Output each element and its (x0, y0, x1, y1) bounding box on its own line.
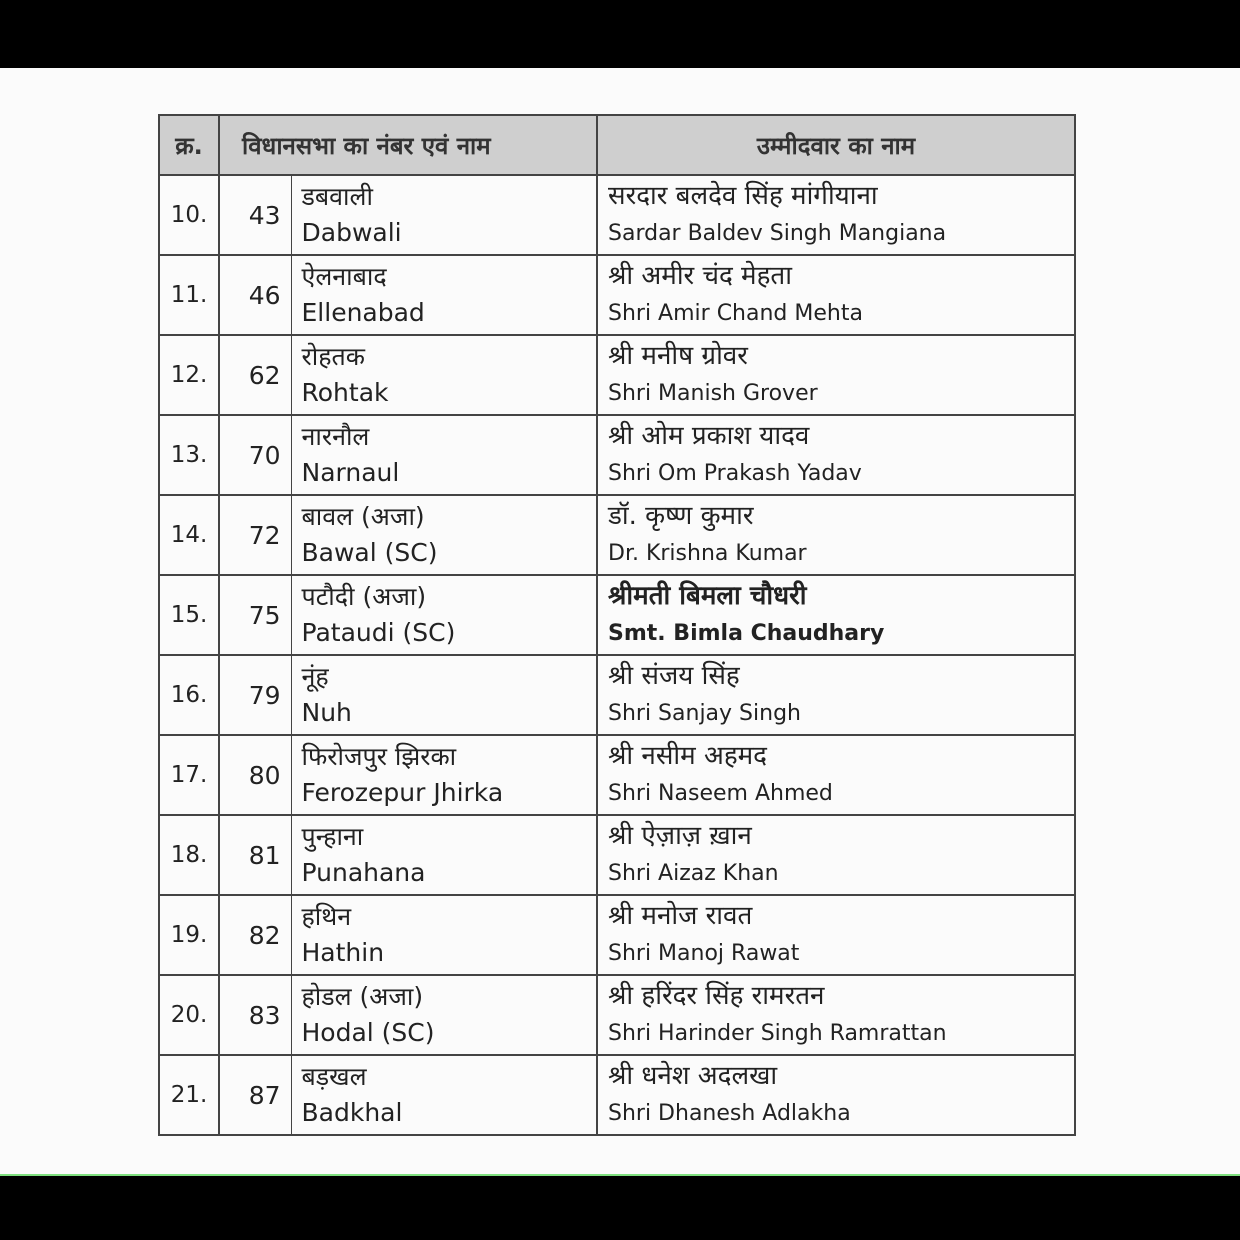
table-row (159, 655, 1075, 735)
candidate-name-hindi: डॉ. कृष्ण कुमार (608, 501, 754, 531)
candidate-name-hindi: श्री संजय सिंह (608, 661, 740, 691)
constituency-number: 87 (219, 1055, 291, 1135)
serial-number: 20. (159, 975, 219, 1055)
constituency-number: 70 (219, 415, 291, 495)
table-row (159, 815, 1075, 895)
candidate-name (597, 815, 1075, 895)
constituency-number: 83 (219, 975, 291, 1055)
constituency-name-english: Badkhal (301, 1098, 403, 1127)
constituency-number: 46 (219, 255, 291, 335)
constituency-name-hindi: डबवाली (301, 182, 373, 211)
constituency-name-hindi: नारनौल (301, 422, 370, 451)
constituency-number: 62 (219, 335, 291, 415)
constituency-number: 82 (219, 895, 291, 975)
serial-number: 18. (159, 815, 219, 895)
constituency-name (291, 335, 597, 415)
constituency-name-english: Punahana (301, 858, 426, 887)
candidate-name (597, 735, 1075, 815)
constituency-name-hindi: नूंह (301, 662, 329, 691)
constituency-name (291, 895, 597, 975)
constituency-name-english: Nuh (301, 698, 352, 727)
constituency-name-english: Ferozepur Jhirka (301, 778, 504, 807)
serial-number: 17. (159, 735, 219, 815)
candidate-name-hindi: श्री अमीर चंद मेहता (608, 261, 792, 291)
constituency-name (291, 255, 597, 335)
table-row (159, 1055, 1075, 1135)
constituency-name (291, 655, 597, 735)
constituency-name-english: Narnaul (301, 458, 400, 487)
constituency-name (291, 575, 597, 655)
constituency-name-hindi: बड़खल (301, 1062, 367, 1091)
table-row (159, 895, 1075, 975)
candidate-name-english: Shri Om Prakash Yadav (608, 461, 862, 486)
constituency-name-english: Hodal (SC) (301, 1018, 435, 1047)
constituency-name-hindi: पुन्हाना (301, 822, 364, 851)
candidate-name-hindi: श्री ऐज़ाज़ ख़ान (608, 821, 752, 851)
candidate-name (597, 335, 1075, 415)
constituency-number: 75 (219, 575, 291, 655)
constituency-name-english: Rohtak (301, 378, 389, 407)
candidate-name (597, 1055, 1075, 1135)
table-row (159, 415, 1075, 495)
constituency-name (291, 1055, 597, 1135)
constituency-name (291, 495, 597, 575)
candidate-name-english: Sardar Baldev Singh Mangiana (608, 221, 947, 246)
constituency-name-hindi: बावल (अजा) (301, 502, 425, 531)
constituency-number: 72 (219, 495, 291, 575)
serial-number: 10. (159, 175, 219, 255)
constituency-name (291, 175, 597, 255)
serial-number: 11. (159, 255, 219, 335)
candidate-name-hindi: श्री नसीम अहमद (608, 741, 767, 771)
candidate-name-english: Shri Manoj Rawat (608, 941, 800, 966)
candidate-name-hindi: श्री मनीष ग्रोवर (608, 341, 748, 371)
constituency-name-hindi: रोहतक (301, 342, 365, 371)
constituency-name-hindi: ऐलनाबाद (301, 262, 387, 291)
candidate-name-hindi: सरदार बलदेव सिंह मांगीयाना (608, 181, 878, 211)
candidate-name (597, 655, 1075, 735)
candidate-name (597, 895, 1075, 975)
table-row (159, 495, 1075, 575)
candidate-name-english: Shri Manish Grover (608, 381, 818, 406)
constituency-name-english: Hathin (301, 938, 385, 967)
candidate-name (597, 575, 1075, 655)
candidate-name-english: Shri Amir Chand Mehta (608, 301, 863, 326)
constituency-name (291, 975, 597, 1055)
constituency-number: 79 (219, 655, 291, 735)
candidate-name-hindi: श्रीमती बिमला चौधरी (608, 581, 807, 611)
table-row (159, 255, 1075, 335)
header-constituency: विधानसभा का नंबर एवं नाम (219, 115, 597, 175)
candidate-name-hindi: श्री हरिंदर सिंह रामरतन (608, 981, 825, 1011)
serial-number: 16. (159, 655, 219, 735)
constituency-name-english: Bawal (SC) (301, 538, 438, 567)
constituency-number: 43 (219, 175, 291, 255)
candidate-name-english: Shri Naseem Ahmed (608, 781, 833, 806)
candidate-name-hindi: श्री ओम प्रकाश यादव (608, 421, 810, 451)
constituency-name-hindi: फिरोजपुर झिरका (301, 742, 457, 771)
candidate-name-english: Dr. Krishna Kumar (608, 541, 807, 566)
candidate-name (597, 255, 1075, 335)
candidate-name-english: Smt. Bimla Chaudhary (608, 621, 885, 646)
constituency-number: 81 (219, 815, 291, 895)
table-header-row (159, 115, 1075, 175)
document-page (0, 68, 1240, 1176)
candidate-name-english: Shri Sanjay Singh (608, 701, 801, 726)
header-serial: क्र. (159, 115, 219, 175)
candidate-name-english: Shri Harinder Singh Ramrattan (608, 1021, 947, 1046)
candidate-name (597, 975, 1075, 1055)
constituency-name-hindi: होडल (अजा) (301, 982, 424, 1011)
constituency-name-hindi: पटौदी (अजा) (301, 582, 427, 611)
candidate-name-hindi: श्री धनेश अदलखा (608, 1061, 778, 1091)
serial-number: 15. (159, 575, 219, 655)
serial-number: 21. (159, 1055, 219, 1135)
serial-number: 14. (159, 495, 219, 575)
candidate-name-english: Shri Dhanesh Adlakha (608, 1101, 851, 1126)
candidate-name-english: Shri Aizaz Khan (608, 861, 779, 886)
header-candidate: उम्मीदवार का नाम (597, 115, 1075, 175)
candidate-name-hindi: श्री मनोज रावत (608, 901, 753, 931)
candidate-name (597, 415, 1075, 495)
candidate-name (597, 495, 1075, 575)
candidate-name (597, 175, 1075, 255)
constituency-name (291, 735, 597, 815)
table-row (159, 575, 1075, 655)
constituency-name-english: Pataudi (SC) (301, 618, 456, 647)
constituency-name (291, 415, 597, 495)
serial-number: 19. (159, 895, 219, 975)
constituency-name-english: Ellenabad (301, 298, 425, 327)
constituency-name-english: Dabwali (301, 218, 402, 247)
constituency-name-hindi: हथिन (301, 902, 352, 931)
serial-number: 12. (159, 335, 219, 415)
table-row (159, 175, 1075, 255)
table-row (159, 335, 1075, 415)
serial-number: 13. (159, 415, 219, 495)
table-row (159, 975, 1075, 1055)
constituency-name (291, 815, 597, 895)
table-row (159, 735, 1075, 815)
constituency-number: 80 (219, 735, 291, 815)
candidate-list-table (158, 114, 1076, 1136)
